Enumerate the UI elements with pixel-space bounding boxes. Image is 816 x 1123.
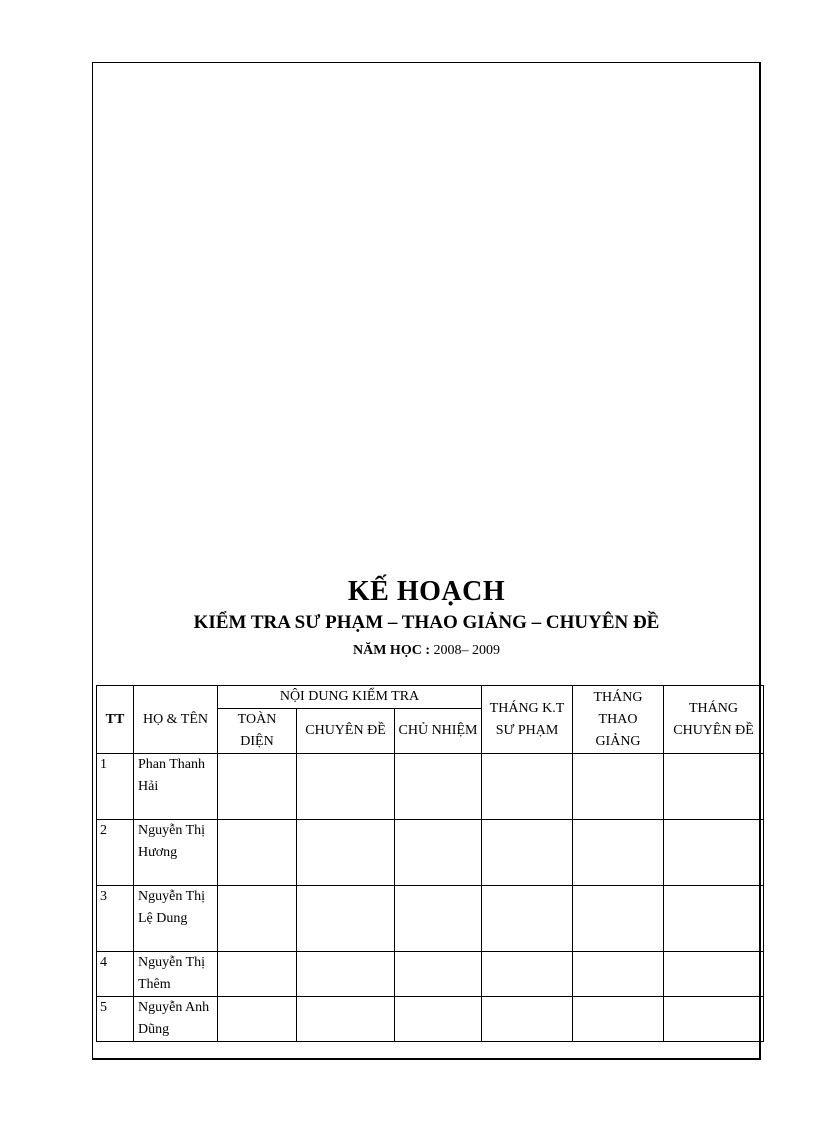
school-year-label: NĂM HỌC : — [353, 643, 430, 658]
header-thang-chuyen-de: THÁNG CHUYÊN ĐỀ — [664, 686, 764, 754]
table-row — [97, 754, 764, 820]
row-name: Nguyễn Thị Thêm — [134, 952, 218, 997]
school-year-value: 2008– 2009 — [433, 643, 500, 658]
cell-empty — [573, 754, 664, 820]
table-row — [97, 997, 764, 1042]
cell-empty — [664, 952, 764, 997]
row-tt: 2 — [97, 820, 134, 886]
cell-empty — [297, 886, 395, 952]
plan-table — [96, 685, 764, 1042]
row-name: Nguyễn Thị Lệ Dung — [134, 886, 218, 952]
row-tt: 1 — [97, 754, 134, 820]
cell-empty — [395, 820, 482, 886]
row-tt: 4 — [97, 952, 134, 997]
cell-empty — [482, 886, 573, 952]
cell-empty — [297, 754, 395, 820]
table-row — [97, 952, 764, 997]
cell-empty — [218, 820, 297, 886]
cell-empty — [218, 997, 297, 1042]
cell-empty — [395, 952, 482, 997]
cell-empty — [482, 754, 573, 820]
cell-empty — [573, 997, 664, 1042]
cell-empty — [297, 997, 395, 1042]
cell-empty — [664, 997, 764, 1042]
cell-empty — [297, 952, 395, 997]
header-noi-dung-kiem-tra: NỘI DUNG KIỂM TRA — [218, 686, 482, 709]
cell-empty — [395, 997, 482, 1042]
cell-empty — [482, 997, 573, 1042]
row-name: Nguyễn Anh Dũng — [134, 997, 218, 1042]
header-chuyen-de: CHUYÊN ĐỀ — [297, 709, 395, 754]
cell-empty — [395, 886, 482, 952]
header-thang-thao-giang: THÁNG THAO GIẢNG — [573, 686, 664, 754]
cell-empty — [573, 820, 664, 886]
row-tt: 5 — [97, 997, 134, 1042]
header-chu-nhiem: CHỦ NHIỆM — [395, 709, 482, 754]
document-subtitle: KIỂM TRA SƯ PHẠM – THAO GIẢNG – CHUYÊN ĐỀ — [193, 612, 660, 633]
cell-empty — [664, 886, 764, 952]
cell-empty — [218, 952, 297, 997]
cell-empty — [482, 820, 573, 886]
header-toan-dien: TOÀN DIỆN — [218, 709, 297, 754]
cell-empty — [573, 952, 664, 997]
cell-empty — [482, 952, 573, 997]
header-tt: TT — [97, 686, 134, 754]
cell-empty — [664, 754, 764, 820]
row-name: Phan Thanh Hải — [134, 754, 218, 820]
table-row — [97, 820, 764, 886]
row-name: Nguyễn Thị Hương — [134, 820, 218, 886]
table-row — [97, 886, 764, 952]
cell-empty — [218, 886, 297, 952]
cell-empty — [297, 820, 395, 886]
cell-empty — [218, 754, 297, 820]
cell-empty — [395, 754, 482, 820]
row-tt: 3 — [97, 886, 134, 952]
school-year — [92, 643, 761, 659]
header-name: HỌ & TÊN — [134, 686, 218, 754]
cell-empty — [664, 820, 764, 886]
cell-empty — [573, 886, 664, 952]
header-thang-kt-su-pham: THÁNG K.T SƯ PHẠM — [482, 686, 573, 754]
document-title: KẾ HOẠCH — [347, 576, 506, 607]
